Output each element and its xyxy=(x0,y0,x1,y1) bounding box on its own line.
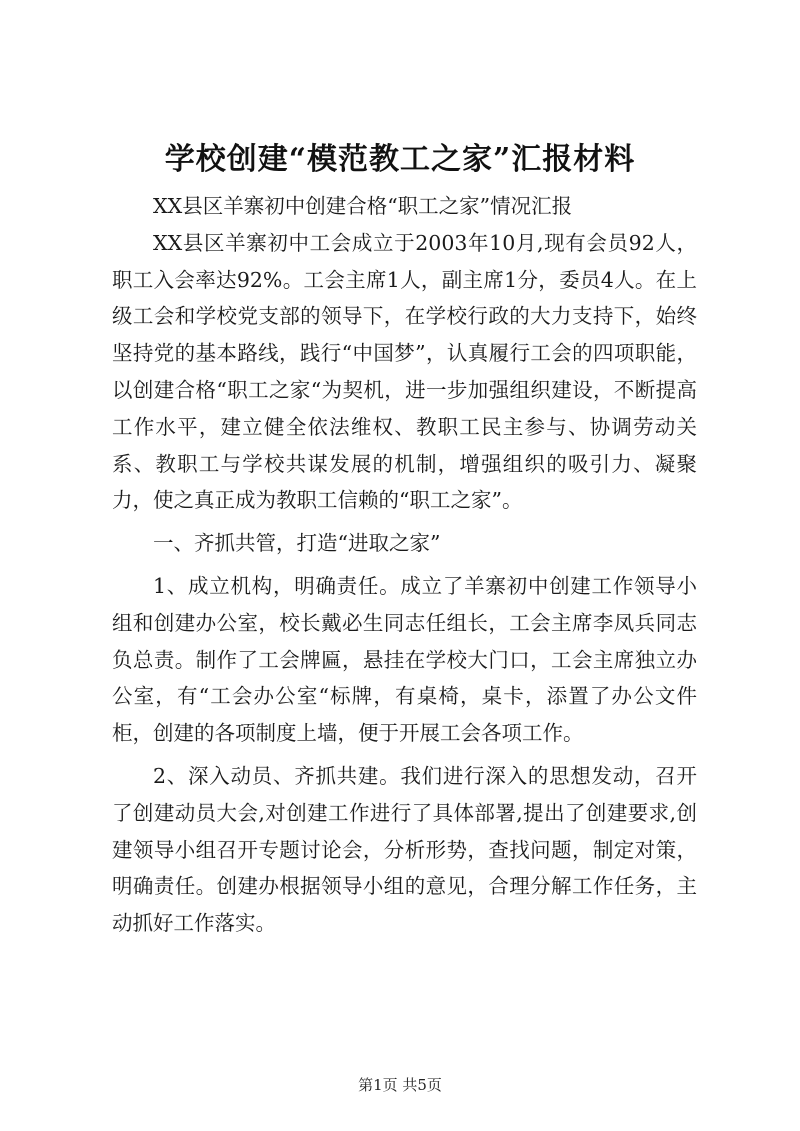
document-body xyxy=(112,188,697,942)
subtitle-paragraph: XX县区羊寨初中创建合格“职工之家”情况汇报 xyxy=(153,194,573,218)
body-paragraph: 1、成立机构，明确责任。成立了羊寨初中创建工作领导小组和创建办公室，校长戴必生同志任组长，工会主席李凤兵同志负总责。制作了工会牌匾，悬挂在学校大门口，工会主席独立办公室，有“工会办公室“标牌，有桌椅，桌卡，添置了办公文件柜，创建的各项制度上墙，便于开展工会各项工作。 xyxy=(112,573,697,746)
body-paragraph: 2、深入动员、齐抓共建。我们进行深入的思想发动，召开了创建动员大会,对创建工作进行了具体部署,提出了创建要求,创建领导小组召开专题讨论会，分析形势，查找问题，制定对策，明确责任。创建办根据领导小组的意见，合理分解工作任务，主动抓好工作落实。 xyxy=(112,763,697,936)
page-title: 学校创建“模范教工之家”汇报材料 xyxy=(164,142,636,177)
section-heading: 一、齐抓共管，打造“进取之家” xyxy=(153,531,441,556)
page-number-footer: 第1页 共5页 xyxy=(358,1076,442,1094)
intro-paragraph: XX县区羊寨初中工会成立于2003年10月,现有会员92人，职工入会率达92%。工会主席1人，副主席1分，委员4人。在上级工会和学校党支部的领导下，在学校行政的大力支持下，始终坚持党的基本路线，践行“中国梦”，认真履行工会的四项职能，以创建合格“职工之家“为契机，进一步加强组织建设，不断提高工作水平，建立健全依法维权、教职工民主参与、协调劳动关系、教职工与学校共谋发展的机制，增强组织的吸引力、凝聚力，使之真正成为教职工信赖的“职工之家”。 xyxy=(112,230,697,513)
